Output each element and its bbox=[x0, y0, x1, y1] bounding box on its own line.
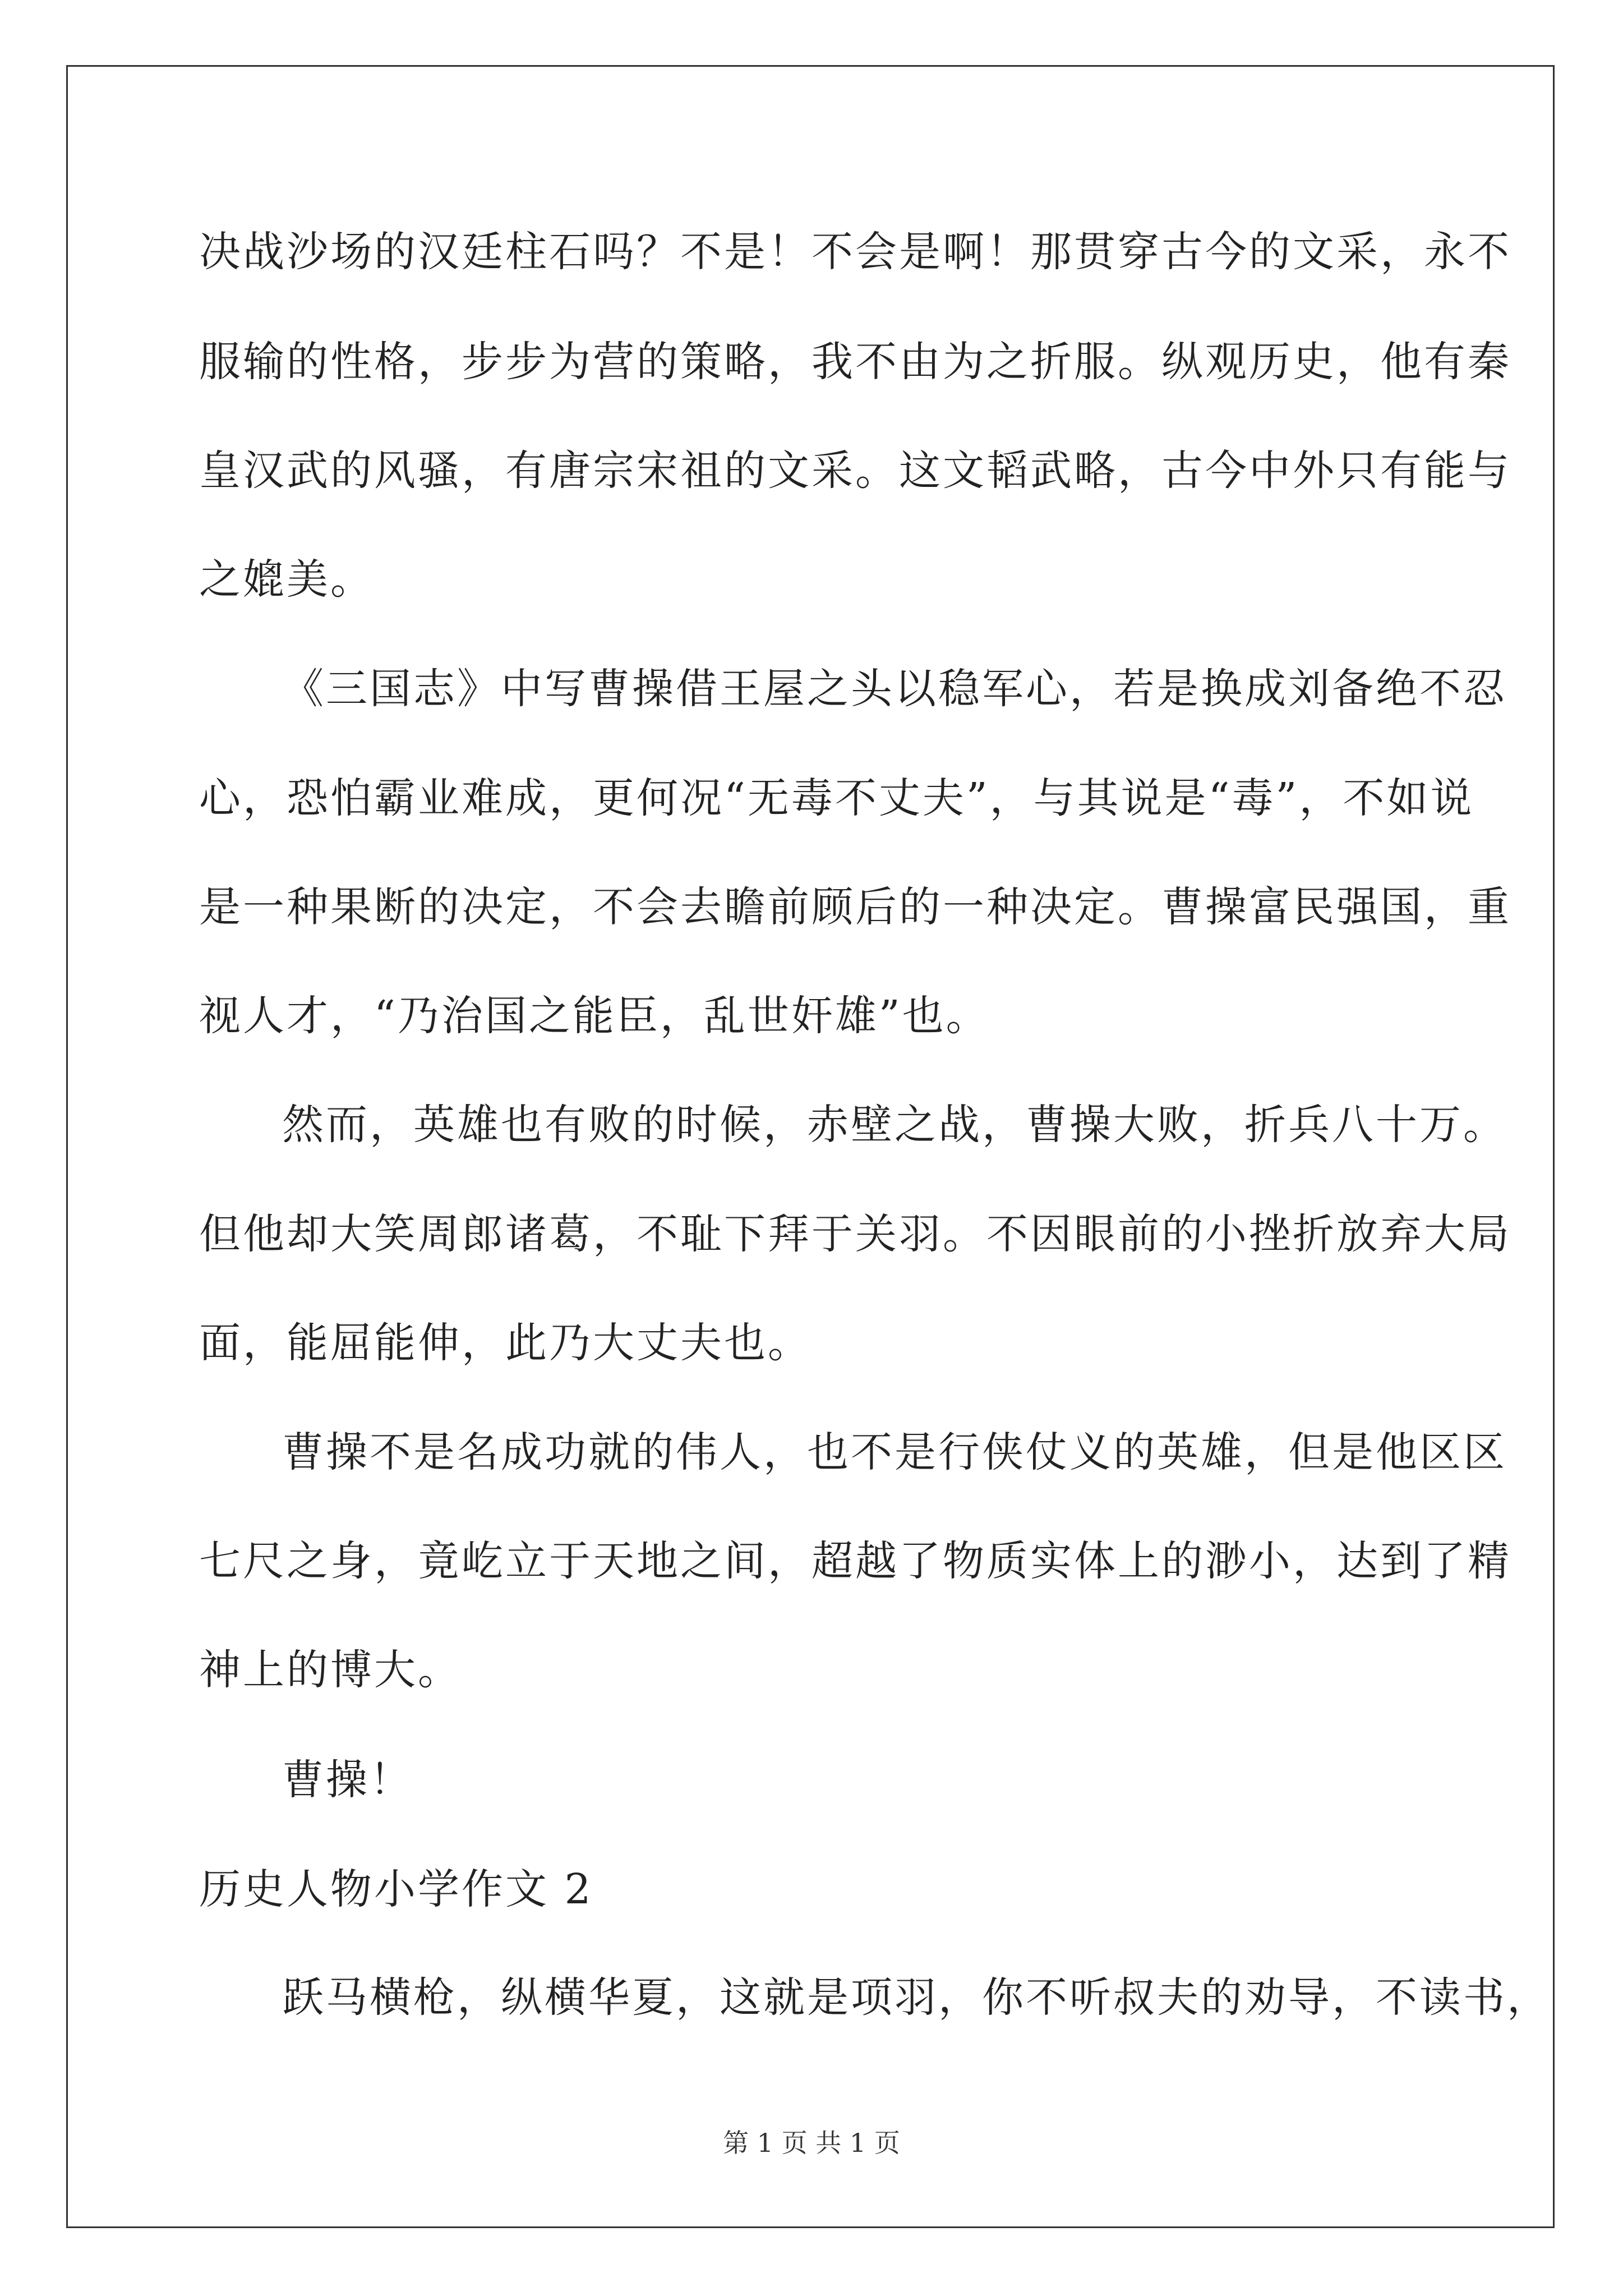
text-line: 然而，英雄也有败的时候，赤壁之战，曹操大败，折兵八十万。 bbox=[282, 1101, 1507, 1149]
text-line: 皇汉武的风骚，有唐宗宋祖的文采。这文韬武略，古今中外只有能与 bbox=[199, 447, 1511, 495]
text-line: 神上的博大。 bbox=[199, 1646, 462, 1694]
text-line: 是一种果断的决定，不会去瞻前顾后的一种决定。曹操富民强国，重 bbox=[199, 883, 1511, 931]
page-footer: 第 1 页 共 1 页 bbox=[723, 2128, 900, 2158]
text-line: 视人才，“乃治国之能臣，乱世奸雄”也。 bbox=[199, 992, 990, 1040]
text-line: 服输的性格，步步为营的策略，我不由为之折服。纵观历史，他有秦 bbox=[199, 338, 1511, 386]
text-line: 之媲美。 bbox=[199, 555, 374, 604]
section-heading: 历史人物小学作文 2 bbox=[199, 1865, 593, 1913]
text-line: 决战沙场的汉廷柱石吗？不是！不会是啊！那贯穿古今的文采，永不 bbox=[199, 228, 1511, 276]
text-line: 曹操！ bbox=[282, 1756, 413, 1804]
text-line: 心，恐怕霸业难成，更何况“无毒不丈夫”，与其说是“毒”，不如说 bbox=[199, 774, 1474, 822]
text-line: 《三国志》中写曹操借王屋之头以稳军心，若是换成刘备绝不忍 bbox=[282, 665, 1507, 713]
text-line: 跃马横枪，纵横华夏，这就是项羽，你不听叔夫的劝导，不读书， bbox=[282, 1973, 1551, 2022]
text-line: 七尺之身，竟屹立于天地之间，超越了物质实体上的渺小，达到了精 bbox=[199, 1537, 1511, 1585]
text-line: 面，能屈能伸，此乃大丈夫也。 bbox=[199, 1319, 811, 1367]
text-line: 曹操不是名成功就的伟人，也不是行侠仗义的英雄，但是他区区 bbox=[282, 1428, 1507, 1476]
text-line: 但他却大笑周郎诸葛，不耻下拜于关羽。不因眼前的小挫折放弃大局 bbox=[199, 1210, 1511, 1258]
